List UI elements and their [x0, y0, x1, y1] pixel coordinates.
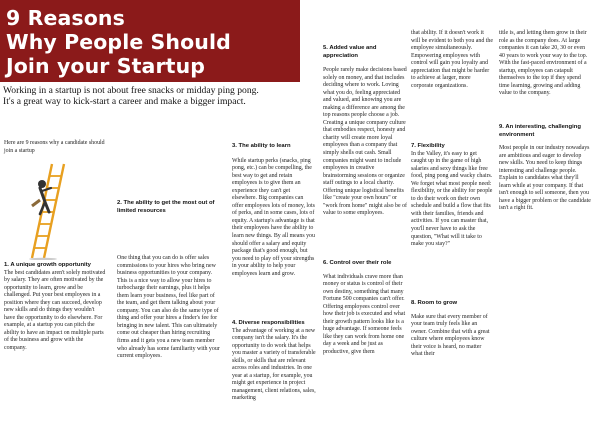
- title-line-1: 9 Reasons: [6, 6, 125, 30]
- subtitle: [3, 85, 303, 107]
- reason-6-continued-body: that ability. If it doesn't work it will be evident to both you and the employee simultaneously. Empowering employees with control will gain you loyalty and appreciation that might be harder to achieve at larger, more corporate organizations.: [411, 30, 493, 89]
- reason-1: [4, 262, 106, 353]
- reason-6-heading: 6. Control over their role: [323, 260, 392, 266]
- title-banner: [0, 0, 300, 82]
- reason-7: [411, 143, 493, 249]
- reason-5-body: People rarely make decisions based solely on money, and that includes deciding where to work. Loving what you do, feeling appreciated and valued, and knowing you are making a difference are among the top reasons people choose a job. Creating a unique company culture that embodies respect, honesty and charity will create more loyal employees than a company that simply shells out cash. Small companies might want to include employees in creative brainstorming sessions or organize staff outings to a local charity. Offering unique logistical benefits like "create your own hours" or "work from home" might also be of value to some employees.: [323, 67, 407, 217]
- reason-6-body: What individuals crave more than money or status is control of their own destiny, something that many Fortune 500 companies can't offer. Offering employees control over how their job is executed and what their growth pattern looks like is a huge advantage. If someone feels like they can work from home one day a week and be just as productive, give them: [323, 273, 406, 355]
- reason-7-heading: 7. Flexibility: [411, 143, 445, 149]
- title-line-3: Join your Startup: [6, 54, 206, 78]
- reason-2-heading: 2. The ability to get the most out of limited resources: [117, 200, 215, 214]
- reason-5-heading: 5. Added value and appreciation: [323, 45, 377, 59]
- title-line-2: Why People Should: [6, 30, 231, 54]
- reason-4-heading: 4. Diverse responsibilities: [232, 320, 305, 326]
- reason-3: [232, 143, 316, 278]
- reason-7-body: In the Valley, it's easy to get caught up in the game of high salaries and sexy things like free food, ping pong and wacky chairs. We forget what most people need: flexibility, or the ability for people to do their work on their own schedule and build a flow that fits with their families, friends and activities. If you can master that, you'll never have to ask the question, "What will it take to make you stay?": [411, 150, 493, 248]
- subtitle-line-1: Working in a startup is not about free snacks or midday ping pong.: [3, 85, 259, 96]
- reason-8: [411, 300, 493, 359]
- subtitle-line-2: It's a great way to kick-start a career and make a bigger impact.: [3, 96, 246, 107]
- reason-2: [117, 255, 220, 361]
- reason-4: [232, 320, 316, 403]
- reason-8-body: Make sure that every member of your team truly feels like an owner. Combine that with a great culture where employees know their voice is heard, no matter what their: [411, 313, 490, 358]
- reason-5: [323, 45, 407, 218]
- reason-6: [323, 260, 407, 357]
- reason-2-header: [117, 143, 220, 222]
- reason-6-continued: [411, 30, 493, 90]
- intro-text: [4, 140, 106, 162]
- reason-3-body: While startup perks (snacks, ping pong, etc.) can be compelling, the best way to get and retain employees is to give them an experience they can't get elsewhere. Big companies can offer employees lots of money, lots of perks, and in some cases, lots of equity. A startup's advantage is that their employees have the ability to learn new things. By all means you should offer a salary and equity package that's good enough, but you need to play off your strengths in your ability to help your employees learn and grow.: [232, 157, 315, 277]
- reason-8-heading: 8. Room to grow: [411, 300, 458, 306]
- reason-2-body: One thing that you can do is offer sales commissions to your hires who bring new business opportunities to your company. This is a nice way to allow your hires to turbocharge their earnings, plus it helps them learn your business, feel like part of the team, and get them talking about your company. You can also do the same type of thing and offer your hires a finder's fee for bringing in new talent. This can ultimately come out cheaper than hiring recruiting firms and it gets you a new team member who already has some familiarity with your current employees.: [117, 255, 220, 360]
- reason-9: [499, 124, 591, 213]
- ladder-climber-icon: [18, 160, 68, 260]
- reason-1-heading: 1. A unique growth opportunity: [4, 262, 91, 268]
- intro-paragraph: Here are 9 reasons why a candidate should join a startup: [4, 140, 105, 154]
- reason-9-heading: 9. An interesting, challenging environment: [499, 124, 581, 138]
- reason-8-continued-body: title is, and letting them grow in their role as the company does. At large companies it can take 20, 30 or even 40 years to work your way to the top. With the fast-paced environment of a startup, employees can catapult themselves to the top if they spend time learning, growing and adding value to the company.: [499, 30, 588, 97]
- reason-1-body: The best candidates aren't solely motivated by salary. They are often motivated by the opportunity to learn, grow and be challenged. Put your best employees in a position where they can succeed, develop new skills and do things they wouldn't have the opportunity to do elsewhere. For example, at a startup you can pitch the ability to have an impact on multiple parts of the business and grow with the company.: [4, 269, 106, 351]
- reason-9-body: Most people in our industry nowadays are ambitious and eager to develop new skills. You need to keep things interesting and challenge people. Explain to candidates what they'll learn while at your company. If that isn't enough to sell someone, then you have a bigger problem or the candidate isn't a right fit.: [499, 145, 591, 212]
- reason-8-continued: [499, 30, 591, 98]
- reason-4-body: The advantage of working at a new company isn't the salary. It's the opportunity to do work that helps you master a variety of transferable skills, or skills that are relevant across roles and industries. In one year at a startup, for example, you might get experience in project management, client relations, sales, marketing: [232, 327, 316, 402]
- reason-3-heading: 3. The ability to learn: [232, 143, 291, 149]
